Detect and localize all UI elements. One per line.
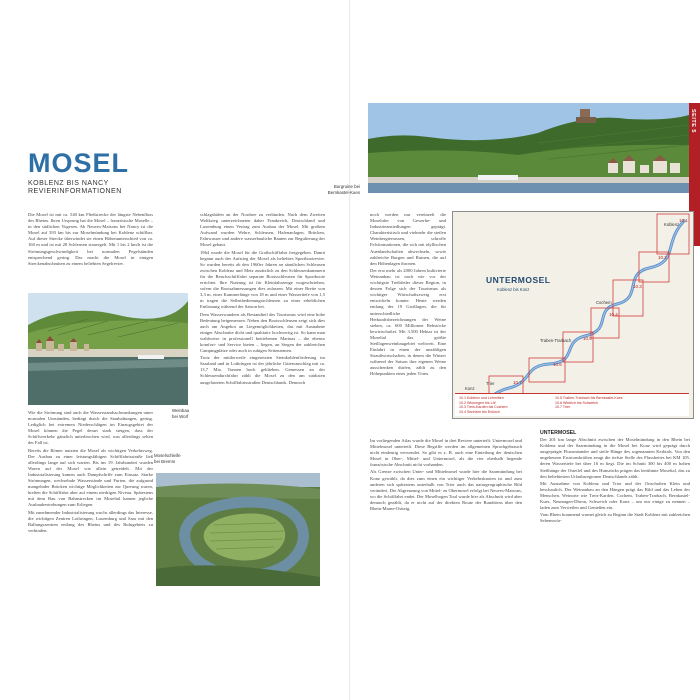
column-3-bottom [370, 438, 522, 586]
col2-paragraph: Trotz der mittlerweile eingesetzten Steinkohlenförderung im Saarland und in Lothringen ist der jährliche Güterumschlag mit ca. 13,7 Mio. Tonnen hoch geblieben. Gemessen an der Schleusendurchfahrt zählt die Mosel zu den am stärksten ausgelasteten Schifffahrtsstraßen Deutschlands. Dennoch [200, 355, 325, 385]
svg-text:10.2: 10.2 [658, 255, 667, 260]
caption-vineyard-line-1: Weinbau [172, 408, 190, 413]
photo-vineyard-village [28, 293, 188, 405]
col2-paragraph: schlagshäfen an der Nordsee zu verbinden. Nach dem Zweiten Weltkrieg unterzeichneten daher Frankreich, Deutschland und Luxemburg einen Vertrag zum Ausbau der Mosel. Mit großem Aufwand wurden Wehre, Schleusen, Hafenanlagen, Brücken, Fahrwasser und andere wasserbauliche Bauten zur Regulierung der Mosel gebaut. [200, 212, 325, 248]
legend-item: 10.6 Wintrich bis Schweich [555, 400, 598, 405]
col1-paragraph: Mit zunehmender Industrialisierung wuchs allerdings das Interesse, die wichtigen Zentren Lothringen, Luxemburg und Saar mit den Ballungszentren entlang des Rheins und des Ruhrgebiets zu verbinden. [28, 509, 153, 533]
svg-text:10.7: 10.7 [513, 380, 522, 385]
caption-castle-line-1: Burgruine bei [333, 184, 360, 189]
legend-item: 10.7 Trier [555, 405, 571, 410]
col1-paragraph: Die Mosel ist mit ca. 540 km Fließstrecke der längste Nebenfluss des Rheins. Ihren Ursprung hat die Mosel – französische Moselle – in den südlichen Vogesen. Ab Neuves-Maisons bei Nancy ist die Mosel auf 393 km bis zur Moselmündung bei Koblenz schiffbar. Auf dieser Strecke überwindet sie einen Höhenunterschied von ca. 160 m und ist mit 28 Schleusen stauregelt. Mit 1 bis 2 km/h ist die Strömungsgeschwindigkeit bei normalen Pegelständen entsprechend gering. Das macht die Mosel in einigen Streckenabschnitten zu einem beliebten Segelrevier. [28, 212, 153, 266]
col1-paragraph: Bereits die Römer nutzten die Mosel als wichtigen Verkehrsweg. Der Ausbau zu einer leistungsfähigen Schifffahrtsstraße ließ allerdings lange auf sich warten. Bis ins 19. Jahrhundert wurden Waren auf der Mosel wie allein getreidelt. Mit der Industrialisierung kamen auch Dampfschiffe zum Einsatz. Starke Strömungen, wechselnde Wasserstände und Furten, die aufgrund mangelnder Brücken wichtige Möglichkeiten zur Querung waren, hielten die Schifffahrt aber auf einem niedrigen Niveau. Spätestens mit dem Bau von Bahnstrecken im Moseltal kamen jegliche Ausbaubestrebungen zum Erliegen. [28, 447, 153, 508]
svg-text:10.1: 10.1 [679, 218, 688, 223]
col1-paragraph: Wie die Strömung sind auch die Wasserstandsschwankungen unter normalen Umständen, bedingt durch die Stauhaltungen, gering. Lediglich bei extremen Niederschlägen im Einzugsgebiet der Mosel können die Pegel derart stark steigen, dass der Schiffsverkehr gänzlich unterbrochen wird, was allerdings selten der Fall ist. [28, 410, 153, 446]
section-heading-untermosel: UNTERMOSEL [540, 430, 577, 436]
map-town-label: Traben-Trarbach [540, 338, 572, 343]
legend-item: 10.1 Koblenz und Lehmitten [459, 396, 504, 400]
col4-paragraph: Der 201 km lange Abschnitt zwischen der Moselmündung in den Rhein bei Koblenz und der Saarmündung in die Mosel bei Konz wird geprägt durch ausgeprägte Flussmäander und steile Hänge des sogenannten Kerbtals. Von den ungeheuren Erosionskräften zeugt die tiefste Stelle des Flussbettes bei KM 105, deren Wassertiefe bei über 16 m liegt. Die im Schnitt 300 bis 400 m hohen Steilhänge der Osteifel und des Hunsrücks prägen das berühmte Moseltal, das zu den beliebtesten Urlaubsregionen Deutschlands zählt. [540, 437, 690, 479]
page-subtitle [28, 180, 122, 196]
col4-paragraph: Mit Ausnahme von Koblenz und Trier und der Ortschaften Klein und beschaulich. Der Weinanbau an den Hängen prägt das Bild und das Leben der Menschen. Weinorte wie Treis-Karden, Cochem, Traben-Trarbach, Bernkastel-Kues, Neumagen-Dhron, Schweich oder Konz – um nur einige zu nennen – laden zum Verweilen und Genießen ein. [540, 480, 690, 511]
legend-item: 10.2 Winningen bis Löf [459, 400, 496, 405]
col2-paragraph: 1964 wurde die Mosel für die Großschifffahrt freigegeben. Damit begann auch der Aufstieg der Mosel als beliebtes Sportbootrevier. So wurden bereits ab den 1960er Jahren an sämtlichen Schleusen zwischen Koblenz und Metz zusätzlich zu den Schleusenkammern für die Berufsschifffahrt separate Bootsschleusen für Sportboote errichtet. Ihre Nutzung ist für Kleinfahrzeuge vorgeschrieben, sofern die Bootsabmessungen dies zulassen. Mit einer Breite von 3,3 m, einer Kammerlänge von 18 m und einer Wassertiefe von 1,5 m tragen die Selbstbedienungsschleusen zu einer erheblichen Entlastung während der Saison bei. [200, 249, 325, 310]
photo-river-loop [156, 473, 320, 586]
col3-paragraph: Als Grenze zwischen Unter- und Mittelmosel wurde hier die Saarmündung bei Konz gewählt, da dies zum einen ein wichtiger Verkehrsknoten ist und zum anderen sich spätestens unterhalb von Trier auch das naturgeographische Bild verändert. Die Abgrenzung von Mittel- zu Obermosel erfolgt bei Neuves-Maisons, wo die Schifffahrt endet. Der Moselbogen Toul wurde hier als Abschnitt wird aber dennoch gezählt, da er nicht auf der direkten Route der Rundtörns über den Rhein-Marne-Ostteig. [370, 469, 522, 512]
map-town-label: Cochem [596, 300, 612, 305]
svg-text:10.5: 10.5 [583, 336, 592, 341]
caption-vineyard [172, 408, 202, 419]
map-town-label: Konz [465, 386, 475, 391]
legend-item: 10.3 Treis-Karden bis Cochem [459, 405, 508, 410]
col3-paragraph: Der erst mehr als 2000 Jahren kultivierte Weinanbau ist nach wie vor der wichtigste Treibfeder dieser Region, in dessen Folge sich der Tourismus als wichtiger Wirtschaftszweig erst entwickeln konnte. Heute werden entlang der 19 Großlagen, die für unterschiedliche Herkunftsbezeichnungen der Weine stehen, ca. 600 Millionen Rebstöcke bewirtschaftet. Mit 3.500 Hektar ist der Moseltal das größte Steillagenweinbaugebiet weltweit. Eine Einfahrt in einen der unzähligen Straußwirtschaften, in denen die Winzer während der Saison ihre eigenen Weine ausschenken dürfen, zählt zu den Höhepunkten eines jeden Törns. [370, 267, 446, 377]
col2-paragraph: Dem Wasserwandern als Bestandteil des Tourismus wird eine hohe Bedeutung beigemessen. Neben den Bootsschleusen zeigt sich dies auch am Angebot an Liegemöglichkeiten, das mit Ausnahme einiger Abschnitte dicht und qualitativ hochwertig ist. So kann man wahlweise in professionell betriebenen Marinas – die ebenso komfort- und Service bieten – liegen, an Stegen der zahlreichen Campingplätze oder auch in ruhigen Seitenarmen. [200, 311, 325, 354]
column-4 [540, 430, 690, 586]
map-title: UNTERMOSEL [486, 275, 551, 285]
col4-paragraph: Vom Rhein kommend warnet gleich zu Beginn die Stadt Koblenz mit zahlreichen Sehenswür- [540, 512, 690, 524]
legend-item: 10.5 Traben-Trarbach bis Bernkastel-Kues [555, 396, 623, 400]
column-1-bottom [28, 410, 153, 582]
legend-left [459, 396, 508, 414]
map-town-label: Trier [486, 381, 495, 386]
svg-text:10.6: 10.6 [553, 362, 562, 367]
caption-river-loop-line-2: bei Bremm [154, 458, 176, 464]
caption-castle-line-2: Bernkastel-Kues [327, 189, 360, 195]
map-legend [455, 393, 689, 416]
map-untermosel [452, 211, 694, 419]
subtitle-line-2: REVIERINFORMATIONEN [28, 188, 122, 195]
gutter [349, 0, 351, 700]
col3-paragraph: Im vorliegenden Atlas wurde die Mosel in drei Reviere unterteilt: Untermosel und Mittelmosel unterteilt. Diese Begriffe werden im allgemeinen Sprachgebrauch nicht eindeutig verwendet. So gibt es z. B. auch eine Einteilung der deutschen Mosel in Ober-, Mittel- und Untermosel, als die vier oberhalb liegende französische Abschnitt nicht vorhanden. [370, 438, 522, 468]
legend-item: 10.4 Senheim bis Enkirch [459, 409, 500, 414]
chapter-tab-label: SEITE 5 [690, 109, 696, 133]
column-2 [200, 212, 325, 464]
photo-castle-ruin [368, 103, 689, 193]
caption-vineyard-line-2: bei Worf [172, 413, 189, 419]
svg-text:10.4: 10.4 [609, 312, 618, 317]
subtitle-line-1: KOBLENZ BIS NANCY [28, 180, 109, 187]
caption-river-loop [154, 453, 194, 464]
map-subtitle: Koblenz bis Konz [497, 287, 530, 292]
caption-castle-ruin [315, 184, 360, 195]
map-town-label: Koblenz [664, 222, 680, 227]
col3-paragraph: noch werden nur vereinzelt die Moselufer von Gewerbe- und Industrieansiedlungen geprägt. Charakteristisch und vielmehr die steilen Weinbergterrassen, schroffe Felsformationen, die sich mit idyllischen Auenlandschaften abwechseln, sowie zahlreiche Burgen und Ruinen, die auf den Höhenlagen thronen. [370, 212, 446, 266]
column-3-top [370, 212, 446, 437]
svg-text:10.3: 10.3 [633, 284, 642, 289]
column-1-top [28, 212, 153, 298]
page-title: MOSEL [28, 148, 130, 178]
legend-right [555, 396, 623, 410]
caption-river-loop-line-1: Moselschleife [154, 453, 181, 458]
